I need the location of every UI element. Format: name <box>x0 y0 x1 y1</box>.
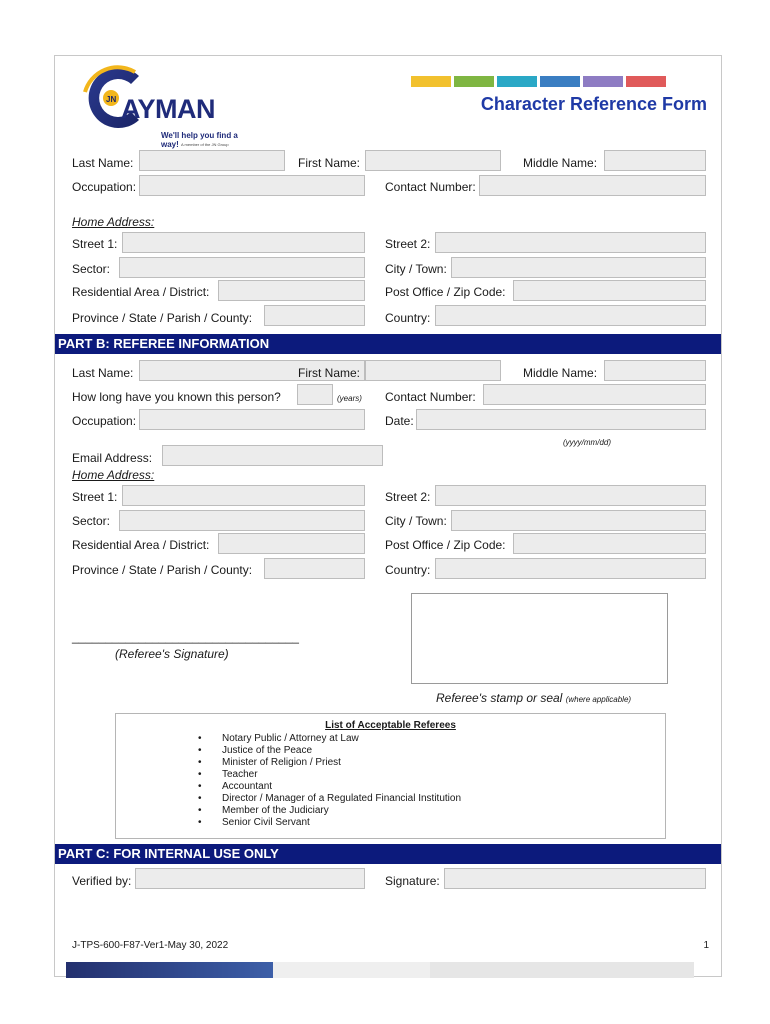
b-email-field[interactable] <box>162 445 383 466</box>
referee-signature-line: __________________________________ <box>72 630 299 644</box>
stamp-box[interactable] <box>411 593 668 684</box>
a-province-field[interactable] <box>264 305 365 326</box>
a-home-address-heading: Home Address: <box>72 215 155 229</box>
footer-bar <box>66 962 694 978</box>
b-street2-label: Street 2: <box>385 490 431 504</box>
c-signature-field[interactable] <box>444 868 706 889</box>
color-strip-segment <box>626 76 666 87</box>
referees-title: List of Acceptable Referees <box>325 720 456 731</box>
b-occupation-field[interactable] <box>139 409 365 430</box>
verified-by-label: Verified by: <box>72 874 132 888</box>
part-b-heading: PART B: REFEREE INFORMATION <box>55 334 721 354</box>
acceptable-referees-box <box>115 713 666 839</box>
brand-word: AYMAN <box>121 94 216 124</box>
a-last-name-label: Last Name: <box>72 156 134 170</box>
b-city-label: City / Town: <box>385 514 447 528</box>
list-item: • Teacher <box>222 769 461 781</box>
list-item: • Minister of Religion / Priest <box>222 757 461 769</box>
b-how-long-field[interactable] <box>297 384 333 405</box>
color-strip-segment <box>497 76 537 87</box>
a-street2-label: Street 2: <box>385 237 431 251</box>
a-middle-name-label: Middle Name: <box>523 156 598 170</box>
brand-tagline: We'll help you find a way! <box>161 131 238 149</box>
c-signature-label: Signature: <box>385 874 440 888</box>
color-strip-segment <box>454 76 494 87</box>
a-post-office-field[interactable] <box>513 280 706 301</box>
b-first-name-field[interactable] <box>365 360 501 381</box>
a-residential-label: Residential Area / District: <box>72 285 210 299</box>
b-middle-name-field[interactable] <box>604 360 706 381</box>
color-strip <box>411 76 705 87</box>
b-contact-label: Contact Number: <box>385 390 476 404</box>
b-street1-field[interactable] <box>122 485 365 506</box>
color-strip-segment <box>540 76 580 87</box>
a-contact-label: Contact Number: <box>385 180 476 194</box>
a-middle-name-field[interactable] <box>604 150 706 171</box>
b-country-label: Country: <box>385 563 431 577</box>
color-strip-segment <box>583 76 623 87</box>
b-date-format-note: (yyyy/mm/dd) <box>563 438 611 447</box>
list-item: • Senior Civil Servant <box>222 817 461 829</box>
a-city-field[interactable] <box>451 257 706 278</box>
b-street2-field[interactable] <box>435 485 706 506</box>
a-contact-field[interactable] <box>479 175 706 196</box>
b-how-long-label: How long have you known this person? <box>72 390 281 404</box>
b-residential-field[interactable] <box>218 533 365 554</box>
a-occupation-field[interactable] <box>139 175 365 196</box>
b-post-office-label: Post Office / Zip Code: <box>385 538 506 552</box>
b-post-office-field[interactable] <box>513 533 706 554</box>
b-sector-label: Sector: <box>72 514 111 528</box>
a-occupation-label: Occupation: <box>72 180 137 194</box>
brand-member: A member of the JN Group <box>181 142 229 147</box>
b-province-label: Province / State / Parish / County: <box>72 563 253 577</box>
list-item: • Director / Manager of a Regulated Financial Institution <box>222 793 461 805</box>
a-country-label: Country: <box>385 311 431 325</box>
b-home-address-heading: Home Address: <box>72 468 155 482</box>
a-first-name-field[interactable] <box>365 150 501 171</box>
b-sector-field[interactable] <box>119 510 365 531</box>
list-item: • Notary Public / Attorney at Law <box>222 733 461 745</box>
b-city-field[interactable] <box>451 510 706 531</box>
b-years-note: (years) <box>337 394 362 403</box>
form-title: Character Reference Form <box>480 94 707 114</box>
a-city-label: City / Town: <box>385 262 447 276</box>
b-contact-field[interactable] <box>483 384 706 405</box>
b-date-field[interactable] <box>416 409 706 430</box>
a-province-label: Province / State / Parish / County: <box>72 311 253 325</box>
b-country-field[interactable] <box>435 558 706 579</box>
part-c-heading: PART C: FOR INTERNAL USE ONLY <box>55 844 721 864</box>
b-last-name-label: Last Name: <box>72 366 134 380</box>
a-first-name-label: First Name: <box>298 156 361 170</box>
b-email-label: Email Address: <box>72 451 153 465</box>
a-last-name-field[interactable] <box>139 150 285 171</box>
a-country-field[interactable] <box>435 305 706 326</box>
footer-page-number: 1 <box>703 940 709 951</box>
stamp-caption-note: (where applicable) <box>565 695 632 704</box>
footer-form-code: J-TPS-600-F87-Ver1-May 30, 2022 <box>72 940 229 951</box>
b-occupation-label: Occupation: <box>72 414 137 428</box>
verified-by-field[interactable] <box>135 868 365 889</box>
a-street1-field[interactable] <box>122 232 365 253</box>
a-sector-label: Sector: <box>72 262 111 276</box>
list-item: • Member of the Judiciary <box>222 805 461 817</box>
referees-list <box>192 733 461 829</box>
a-street2-field[interactable] <box>435 232 706 253</box>
a-sector-field[interactable] <box>119 257 365 278</box>
b-first-name-label: First Name: <box>298 366 361 380</box>
stamp-caption-text: Referee's stamp or seal <box>436 691 563 705</box>
a-residential-field[interactable] <box>218 280 365 301</box>
b-province-field[interactable] <box>264 558 365 579</box>
cayman-logo <box>77 62 247 148</box>
b-residential-label: Residential Area / District: <box>72 538 210 552</box>
referee-signature-caption: (Referee's Signature) <box>115 647 229 661</box>
color-strip-segment <box>411 76 451 87</box>
a-street1-label: Street 1: <box>72 237 118 251</box>
list-item: • Accountant <box>222 781 461 793</box>
list-item: • Justice of the Peace <box>222 745 461 757</box>
b-middle-name-label: Middle Name: <box>523 366 598 380</box>
form-page <box>54 55 722 977</box>
stamp-caption <box>436 691 631 707</box>
b-street1-label: Street 1: <box>72 490 118 504</box>
b-date-label: Date: <box>385 414 414 428</box>
a-post-office-label: Post Office / Zip Code: <box>385 285 506 299</box>
svg-text:JN: JN <box>106 95 117 104</box>
